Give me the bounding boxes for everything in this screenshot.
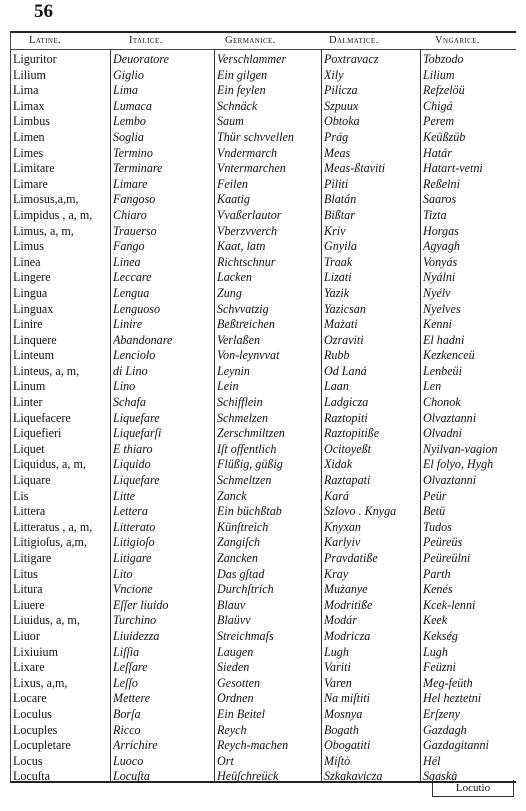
italian-term: Liquefare <box>113 473 160 488</box>
dalmatian-term: Mosnya <box>324 706 363 721</box>
german-term: Zerschmiltzen <box>217 426 285 441</box>
dalmatian-term: Szlovo . Knyga <box>324 504 397 519</box>
table-row <box>11 395 516 411</box>
italian-term: Lenciolo <box>113 348 156 363</box>
german-term: Vvaßerlautor <box>217 207 282 222</box>
hungarian-term: Olvadni <box>423 426 462 441</box>
german-term: Zanck <box>217 488 247 503</box>
table-row <box>11 161 516 177</box>
hungarian-term: Reßelni <box>423 176 460 191</box>
hungarian-term: Saaskà <box>423 769 458 784</box>
italian-term: E thiaro <box>113 441 153 456</box>
table-row <box>11 551 516 567</box>
column-headers <box>11 35 516 48</box>
dalmatian-term: Mażati <box>324 317 358 332</box>
table-body <box>11 52 516 785</box>
dalmatian-term: Gnyila <box>324 239 357 254</box>
table-row <box>11 286 516 302</box>
german-term: Reych <box>217 722 247 737</box>
hungarian-term: Keek <box>423 613 448 628</box>
german-term: Zancken <box>217 551 258 565</box>
dalmatian-term: Varen <box>324 675 352 690</box>
latin-term: Linum <box>13 379 46 394</box>
italian-term: Chiaro <box>113 207 147 222</box>
german-term: Laugen <box>217 644 254 659</box>
german-term: Reych-machen <box>217 738 289 753</box>
italian-term: Lumaca <box>113 98 152 113</box>
italian-term: Lima <box>113 83 138 98</box>
german-term: Saum <box>217 114 244 129</box>
italian-term: Soglia <box>113 129 144 144</box>
table-row <box>11 504 516 520</box>
header-hungarian: Vngarice. <box>435 35 480 46</box>
italian-term: Linire <box>113 317 143 332</box>
italian-term: Litterato <box>113 519 156 534</box>
dalmatian-term: Obogatiti <box>324 738 371 753</box>
hungarian-term: Kekség <box>423 628 458 643</box>
table-row <box>11 442 516 458</box>
table-row <box>11 270 516 286</box>
table-row <box>11 239 516 255</box>
dalmatian-term: Piliсza <box>324 83 358 98</box>
latin-term: Linea <box>13 254 41 269</box>
latin-term: Linteum <box>13 348 54 363</box>
dalmatian-term: Xily <box>324 67 344 82</box>
hungarian-term: Betü <box>423 504 446 519</box>
dalmatian-term: Blatán <box>324 192 357 207</box>
hungarian-term: Lilium <box>423 67 455 82</box>
latin-term: Liguritor <box>13 52 57 66</box>
dalmatian-term: Bogath <box>324 722 359 737</box>
table-row <box>11 535 516 551</box>
latin-term: Linter <box>13 395 43 410</box>
italian-term: Eſſer liuido <box>113 597 169 612</box>
hungarian-term: Parth <box>423 566 451 581</box>
table-row <box>11 520 516 536</box>
hungarian-term: El folyo, Hygh <box>423 457 494 472</box>
german-term: Künſtreich <box>217 519 269 534</box>
hungarian-term: Meg-feüth <box>423 675 473 690</box>
italian-term: Schafa <box>113 395 146 410</box>
hungarian-term: Lugh <box>423 644 448 659</box>
dalmatian-term: Ladgicza <box>324 395 369 410</box>
italian-term: Liquefare <box>113 410 160 425</box>
hungarian-term: Feüzni <box>423 660 456 675</box>
latin-term: Litus <box>13 566 38 581</box>
latin-term: Lixiuium <box>13 644 59 659</box>
dalmatian-term: Kray <box>324 566 349 581</box>
latin-term: Lingua <box>13 285 48 300</box>
hungarian-term: Tudos <box>423 519 452 534</box>
dalmatian-term: Prág <box>324 129 349 144</box>
german-term: Schmelzen <box>217 410 269 425</box>
dictionary-table <box>10 31 516 783</box>
latin-term: Limax <box>13 98 45 113</box>
dalmatian-term: Modricza <box>324 628 371 643</box>
table-row <box>11 208 516 224</box>
table-row <box>11 99 516 115</box>
italian-term: Liſſia <box>113 644 140 659</box>
italian-term: Terminare <box>113 161 163 176</box>
italian-term: Arrichire <box>113 738 158 753</box>
hungarian-term: Hél <box>423 753 441 768</box>
latin-term: Limus <box>13 239 44 254</box>
table-row <box>11 317 516 333</box>
table-row <box>11 473 516 489</box>
dalmatian-term: Xidak <box>324 457 353 472</box>
dalmatian-term: Ozraviti <box>324 332 364 347</box>
german-term: Schvvatzig <box>217 301 269 316</box>
dalmatian-term: Raztopiti <box>324 410 368 425</box>
italian-term: Fangoso <box>113 192 156 207</box>
dalmatian-term: Obtoka <box>324 114 360 129</box>
table-row <box>11 426 516 442</box>
table-row <box>11 379 516 395</box>
hungarian-term: Kenni <box>423 317 452 332</box>
table-row <box>11 192 516 208</box>
hungarian-term: Chigá <box>423 98 453 113</box>
table-row <box>11 723 516 739</box>
latin-term: Limare <box>13 176 48 191</box>
latin-term: Limen <box>13 129 45 144</box>
german-term: Leynin <box>217 363 250 378</box>
header-italian: Italice. <box>129 35 163 46</box>
latin-term: Locuſta <box>13 769 50 784</box>
table-row <box>11 691 516 707</box>
hungarian-term: Tizta <box>423 207 447 222</box>
hungarian-term: Kezkenceü <box>423 348 475 363</box>
header-latin: Latine. <box>29 35 62 46</box>
dalmatian-term: Ocitoyeßt <box>324 441 372 456</box>
italian-term: Linea <box>113 254 141 269</box>
table-row <box>11 629 516 645</box>
hungarian-term: Refzelöü <box>423 83 465 98</box>
german-term: Schmeltzen <box>217 473 272 488</box>
italian-term: Borſa <box>113 706 141 721</box>
latin-term: Limbus <box>13 114 50 129</box>
dalmatian-term: Kará <box>324 488 349 503</box>
table-row <box>11 582 516 598</box>
german-term: Lein <box>217 379 239 394</box>
hungarian-term: Hel heztetni <box>423 691 482 706</box>
catchword: Locutio <box>432 780 514 797</box>
latin-term: Liquefacere <box>13 410 71 425</box>
hungarian-term: Peür <box>423 488 447 503</box>
table-row <box>11 348 516 364</box>
german-term: Das gſtad <box>217 566 265 581</box>
dalmatian-term: Knyxan <box>324 519 361 534</box>
german-term: Iſt offentlich <box>217 441 277 456</box>
table-row <box>11 255 516 271</box>
hungarian-term: Olvaztanni <box>423 410 477 425</box>
table-row <box>11 613 516 629</box>
dalmatian-term: Yazik <box>324 285 350 300</box>
dalmatian-term: Lugh <box>324 644 349 659</box>
german-term: Ein Beitel <box>217 706 266 721</box>
table-row <box>11 738 516 754</box>
german-term: Zung <box>217 285 242 300</box>
table-row <box>11 598 516 614</box>
hungarian-term: El hadni <box>423 332 465 347</box>
italian-term: Luoco <box>113 753 144 768</box>
latin-term: Lixus, a,m, <box>13 675 68 690</box>
hungarian-term: Peüreülni <box>423 551 471 565</box>
german-term: Blauv <box>217 597 246 612</box>
italian-term: Turchino <box>113 613 157 628</box>
german-term: Lacken <box>217 270 252 285</box>
dalmatian-term: Piliti <box>324 176 349 191</box>
german-term: Flüßig, güßig <box>217 457 283 472</box>
latin-term: Lis <box>13 488 29 503</box>
german-term: Ein büchßtab <box>217 504 282 519</box>
italian-term: Termino <box>113 145 153 160</box>
hungarian-term: Gazdagh <box>423 722 467 737</box>
latin-term: Linire <box>13 317 43 332</box>
italian-term: Vncione <box>113 582 153 597</box>
latin-term: Limitare <box>13 161 55 176</box>
german-term: Von-leynvvat <box>217 348 280 363</box>
latin-term: Locare <box>13 691 47 706</box>
hungarian-term: Erſzeny <box>423 706 460 721</box>
table-row <box>11 146 516 162</box>
italian-term: Giglio <box>113 67 144 82</box>
header-german: Germanice. <box>225 35 276 46</box>
dalmatian-term: Szkakavicza <box>324 769 383 784</box>
dalmatian-term: Meas <box>324 145 351 160</box>
hungarian-term: Keüßzüb <box>423 129 466 144</box>
italian-term: Deuoratore <box>113 52 169 66</box>
dalmatian-term: Raztapati <box>324 473 371 488</box>
italian-term: Litigare <box>113 551 152 565</box>
latin-term: Littera <box>13 504 46 519</box>
german-term: Richtschnur <box>217 254 276 269</box>
dalmatian-term: Meas-ßtaviti <box>324 161 386 176</box>
german-term: Verlaßen <box>217 332 260 347</box>
hungarian-term: Nyelves <box>423 301 461 316</box>
hungarian-term: Hatart-vetni <box>423 161 483 176</box>
table-row <box>11 754 516 770</box>
italian-term: Lino <box>113 379 136 394</box>
table-row <box>11 52 516 68</box>
hungarian-term: Kcek-lenni <box>423 597 476 612</box>
hungarian-term: Horgas <box>423 223 459 238</box>
header-rule <box>11 49 516 50</box>
hungarian-term: Chonok <box>423 395 461 410</box>
hungarian-term: Gazdagitanni <box>423 738 489 753</box>
german-term: Verschlammer <box>217 52 287 66</box>
latin-term: Liquet <box>13 441 45 456</box>
german-term: Heüſchreück <box>217 769 279 784</box>
german-term: Zangiſch <box>217 535 261 550</box>
latin-term: Limus, a, m, <box>13 223 74 238</box>
dalmatian-term: Rubb <box>324 348 350 363</box>
latin-term: Liuidus, a, m, <box>13 613 80 628</box>
hungarian-term: Perem <box>423 114 455 129</box>
italian-term: Limare <box>113 176 148 191</box>
hungarian-term: Agyagh <box>423 239 460 254</box>
latin-term: Lixare <box>13 660 45 675</box>
german-term: Kaatig <box>217 192 250 207</box>
dalmatian-term: Mużanye <box>324 582 368 597</box>
italian-term: Ricco <box>113 722 141 737</box>
latin-term: Limes <box>13 145 44 160</box>
german-term: Schifflein <box>217 395 263 410</box>
latin-term: Linquere <box>13 332 57 347</box>
dalmatian-term: Modár <box>324 613 357 628</box>
german-term: Kaat, latn <box>217 239 266 254</box>
latin-term: Limpidus , a, m, <box>13 207 93 222</box>
table-row <box>11 660 516 676</box>
german-term: Streichmaſs <box>217 628 274 643</box>
table-row <box>11 333 516 349</box>
italian-term: Liquido <box>113 457 151 472</box>
hungarian-term: Kenés <box>423 582 453 597</box>
table-row <box>11 68 516 84</box>
latin-term: Locuples <box>13 722 58 737</box>
german-term: Gesotten <box>217 675 260 690</box>
latin-term: Liquidus, a, m, <box>13 457 86 472</box>
page-number: 56 <box>34 1 53 22</box>
dalmatian-term: Bißtar <box>324 207 355 222</box>
dalmatian-term: Traak <box>324 254 353 269</box>
dalmatian-term: Yazicsan <box>324 301 366 316</box>
table-row <box>11 224 516 240</box>
table-row <box>11 567 516 583</box>
table-row <box>11 707 516 723</box>
table-row <box>11 364 516 380</box>
dalmatian-term: Kriv <box>324 223 346 238</box>
latin-term: Liquefieri <box>13 426 62 441</box>
latin-term: Limosus,a,m, <box>13 192 79 207</box>
german-term: Beßtreichen <box>217 317 275 332</box>
latin-term: Litigioſus, a,m, <box>13 535 87 550</box>
table-row <box>11 83 516 99</box>
italian-term: Leſſo <box>113 675 138 690</box>
latin-term: Litteratus , a, m, <box>13 519 93 534</box>
italian-term: Locuſta <box>113 769 150 784</box>
hungarian-term: Nyélv <box>423 285 451 300</box>
italian-term: Abandonare <box>113 332 173 347</box>
italian-term: Lito <box>113 566 133 581</box>
latin-term: Liuor <box>13 628 40 643</box>
german-term: Schnäck <box>217 98 258 113</box>
italian-term: Liquefarſi <box>113 426 162 441</box>
latin-term: Linguax <box>13 301 54 316</box>
dalmatian-term: Poxtravacz <box>324 52 379 66</box>
german-term: Vntermarchen <box>217 161 286 176</box>
dalmatian-term: Laan <box>324 379 349 394</box>
german-term: Ein feylen <box>217 83 266 98</box>
header-dalmatian: Dalmatice. <box>329 35 379 46</box>
german-term: Sieden <box>217 660 250 675</box>
hungarian-term: Lenbeüi <box>423 363 462 378</box>
table-row <box>11 676 516 692</box>
hungarian-term: Vonyás <box>423 254 458 269</box>
dalmatian-term: Variti <box>324 660 351 675</box>
table-row <box>11 130 516 146</box>
latin-term: Linteus, a, m, <box>13 363 80 378</box>
italian-term: Fango <box>113 239 145 254</box>
table-row <box>11 489 516 505</box>
dalmatian-term: Lizati <box>324 270 352 285</box>
latin-term: Litura <box>13 582 43 597</box>
latin-term: Locupletare <box>13 738 71 753</box>
italian-term: Lengua <box>113 285 150 300</box>
italian-term: di Lino <box>113 363 148 378</box>
italian-term: Leccare <box>113 270 152 285</box>
table-row <box>11 645 516 661</box>
latin-term: Lilium <box>13 67 46 82</box>
german-term: Blaüvv <box>217 613 251 628</box>
hungarian-term: Saaros <box>423 192 457 207</box>
italian-term: Trauerso <box>113 223 157 238</box>
hungarian-term: Len <box>423 379 442 394</box>
dalmatian-term: Miſtò <box>324 753 351 768</box>
hungarian-term: Nyilvan-vagion <box>423 441 498 456</box>
italian-term: Litte <box>113 488 136 503</box>
german-term: Vndermarch <box>217 145 278 160</box>
italian-term: Litigioſo <box>113 535 155 550</box>
german-term: Vberzvverch <box>217 223 277 238</box>
latin-term: Loculus <box>13 706 52 721</box>
dalmatian-term: Pravdatiße <box>324 551 378 565</box>
latin-term: Lingere <box>13 270 51 285</box>
table-row <box>11 114 516 130</box>
table-row <box>11 411 516 427</box>
italian-term: Leſſare <box>113 660 148 675</box>
hungarian-term: Peüreüs <box>423 535 463 550</box>
german-term: Feilen <box>217 176 248 191</box>
table-row <box>11 177 516 193</box>
hungarian-term: Tobzodo <box>423 52 464 66</box>
dalmatian-term: Modritiße <box>324 597 373 612</box>
italian-term: Lettera <box>113 504 148 519</box>
hungarian-term: Olvaztanni <box>423 473 477 488</box>
german-term: Ort <box>217 753 234 768</box>
dalmatian-term: Karlyiv <box>324 535 361 550</box>
latin-term: Liquare <box>13 473 51 488</box>
german-term: Durchſtrich <box>217 582 274 597</box>
italian-term: Mettere <box>113 691 151 706</box>
italian-term: Lembo <box>113 114 146 129</box>
hungarian-term: Határ <box>423 145 452 160</box>
italian-term: Lenguoso <box>113 301 161 316</box>
dalmatian-term: Raztopitiße <box>324 426 380 441</box>
latin-term: Liuere <box>13 597 45 612</box>
german-term: Thür schvvellen <box>217 129 294 144</box>
italian-term: Liuidezza <box>113 628 160 643</box>
dalmatian-term: Szpuux <box>324 98 359 113</box>
dalmatian-term: Od Laná <box>324 363 367 378</box>
latin-term: Lima <box>13 83 39 98</box>
latin-term: Litigare <box>13 551 52 565</box>
german-term: Ordnen <box>217 691 254 706</box>
latin-term: Locus <box>13 753 43 768</box>
dalmatian-term: Na miſtiti <box>324 691 371 706</box>
table-row <box>11 457 516 473</box>
hungarian-term: Nyálni <box>423 270 456 285</box>
table-row <box>11 302 516 318</box>
german-term: Ein gilgen <box>217 67 268 82</box>
